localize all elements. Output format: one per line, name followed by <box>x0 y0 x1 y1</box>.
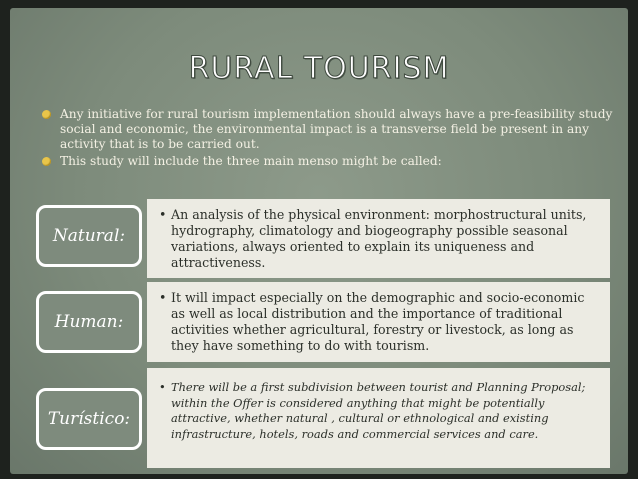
bullet-mark: • <box>159 290 167 305</box>
bullet-item <box>40 107 616 152</box>
row-text-turistico: There will be a first subdivision between tourist and Planning Proposal; within the Offer is considered anything that might be potentially attractive, whether natural , cultural or ethnological and existing infrastructure, hotels, roads and commercial services and care. <box>171 380 586 441</box>
slide-title: RURAL TOURISM <box>188 51 450 86</box>
bullet-list <box>40 107 616 171</box>
row-label-natural: Natural: <box>36 205 142 267</box>
bullet-mark: • <box>159 207 167 222</box>
row-content-natural <box>147 199 610 278</box>
row-text-natural: An analysis of the physical environment: morphostructural units, hydrography, climatology and biogeography possible seasonal variations, always oriented to explain its uniqueness and attractiveness. <box>171 207 587 270</box>
bullet-dot-icon <box>42 110 51 119</box>
bullet-item <box>40 154 616 169</box>
row-label-human: Human: <box>36 291 142 353</box>
row-text-human: It will impact especially on the demographic and socio-economic as well as local distribution and the importance of traditional activities whether agricultural, forestry or livestock, as long as they have something to do with tourism. <box>171 290 585 353</box>
bullet-dot-icon <box>42 157 51 166</box>
row-content-turistico <box>147 368 610 468</box>
bullet-text: Any initiative for rural tourism implementation should always have a pre-feasibility study social and economic, the environmental impact is a transverse field be present in any activity that is to be carried out. <box>60 107 613 151</box>
row-label-turistico: Turístico: <box>36 388 142 450</box>
bullet-text: This study will include the three main menso might be called: <box>60 154 442 168</box>
row-content-human <box>147 282 610 362</box>
bullet-mark: • <box>159 380 166 394</box>
